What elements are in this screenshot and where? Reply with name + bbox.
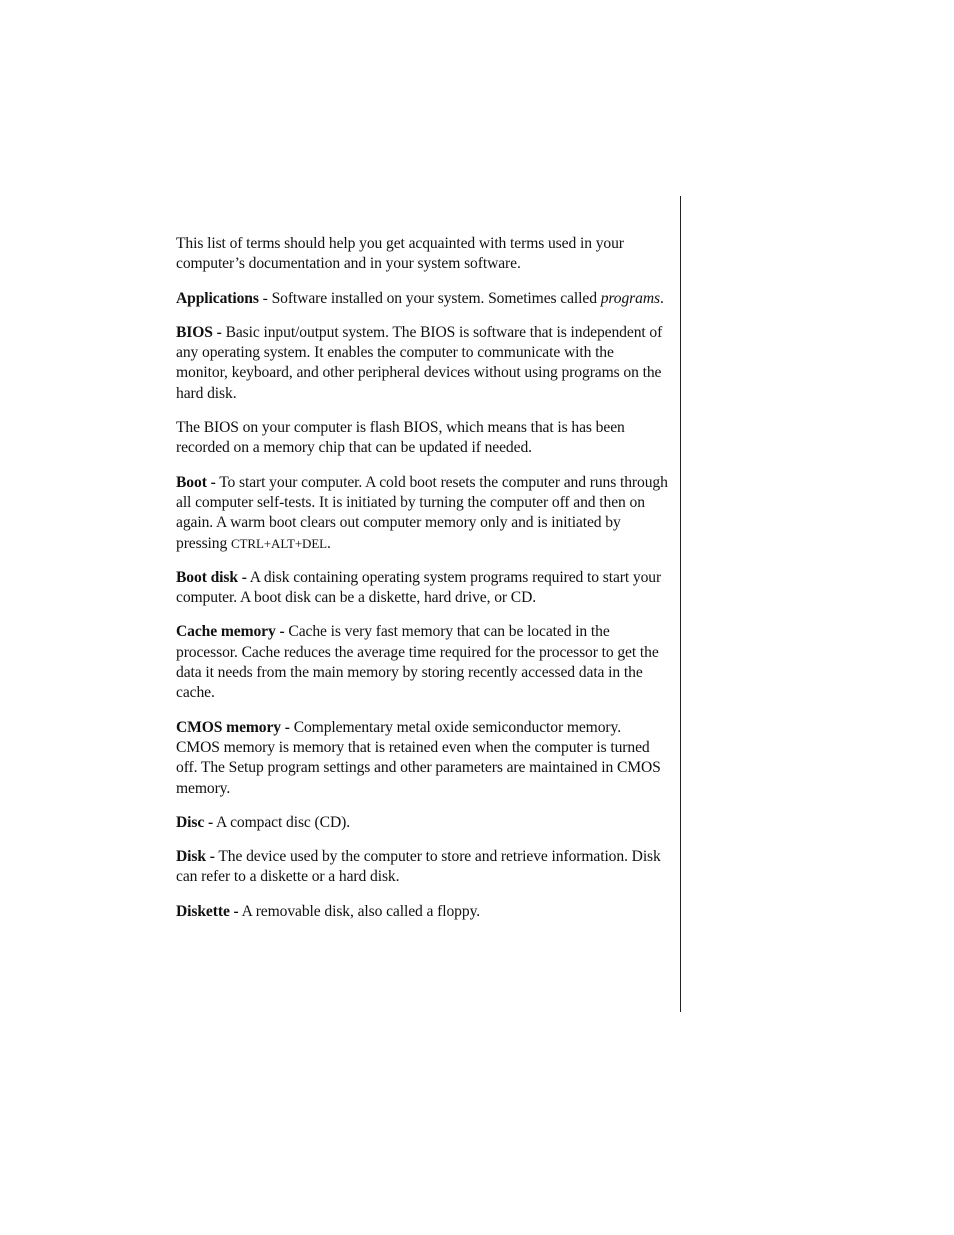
definition-disc: A compact disc (CD). [213,813,350,831]
term-boot-disk: Boot disk - [176,568,247,586]
glossary-entry-diskette [176,902,668,922]
term-cmos-memory: CMOS memory - [176,718,290,736]
key-combination: CTRL+ALT+DEL [230,535,328,551]
definition-bios: Basic input/output system. The BIOS is software that is independent of any operating system. It enables the computer to communicate with the monitor, keyboard, and other peripheral devices without using programs on the hard disk. [176,323,663,402]
glossary-entry-cmos-memory [176,718,668,799]
definition-cache-memory: Cache is very fast memory that can be located in the processor. Cache reduces the average time required for the processor to get the data it needs from the main memory by storing recently accessed data in the cache. [176,623,659,702]
glossary-entry-disc [176,813,668,833]
glossary-entry-boot [176,473,668,554]
term-diskette: Diskette - [176,902,239,920]
glossary-entry-applications [176,289,668,309]
term-boot: Boot - [176,473,216,491]
term-disc: Disc - [176,813,214,831]
definition-diskette: A removable disk, also called a floppy. [238,902,481,920]
definition-applications-end: . [659,289,664,307]
term-separator: - [258,289,272,307]
definition-applications-italic: programs [600,289,660,307]
glossary-entry-boot-disk [176,568,668,609]
term-cache-memory: Cache memory - [176,623,285,641]
glossary-entry-cache-memory [176,622,668,703]
definition-cmos-memory: Complementary metal oxide semiconductor memory. CMOS memory is memory that is retained even when the computer is turned off. The Setup program settings and other parameters are maintained in CMOS memory. [176,718,661,797]
glossary-content [176,234,668,936]
bios-note-paragraph: The BIOS on your computer is flash BIOS, which means that is has been recorded on a memory chip that can be updated if needed. [176,419,625,457]
term-applications: Applications [176,289,259,307]
definition-boot: To start your computer. A cold boot resets the computer and runs through all computer self-tests. It is initiated by turning the computer off and then on again. A warm boot clears out computer memory only and is initiated by pressing [176,473,668,552]
definition-boot-disk: A disk containing operating system programs required to start your computer. A boot disk can be a diskette, hard drive, or CD. [176,568,662,607]
term-disk: Disk - [176,848,215,866]
glossary-entry-bios [176,323,668,404]
definition-disk: The device used by the computer to store and retrieve information. Disk can refer to a diskette or a hard disk. [176,848,661,886]
definition-applications: Software installed on your system. Sometimes called [271,289,601,307]
glossary-entry-disk [176,847,668,888]
margin-rule [680,196,681,1012]
definition-boot-end: . [327,534,331,552]
term-bios: BIOS - [176,323,222,341]
intro-paragraph: This list of terms should help you get acquainted with terms used in your computer’s documentation and in your system software. [176,235,624,273]
